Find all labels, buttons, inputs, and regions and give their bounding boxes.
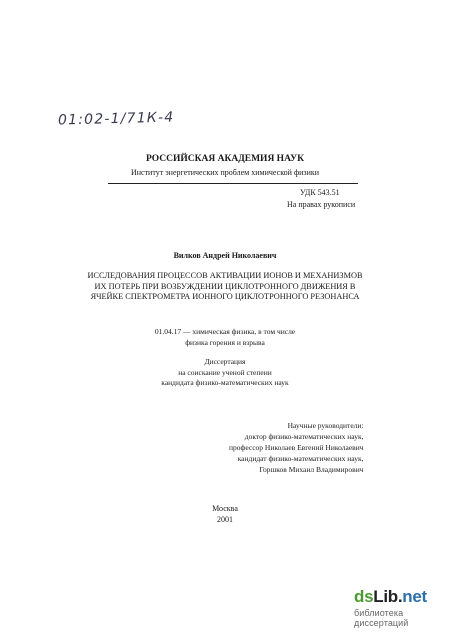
place-and-year <box>0 503 450 525</box>
supervisor-line: профессор Николаев Евгений Николаевич <box>229 443 364 452</box>
specialty-line: физика горения и взрыва <box>185 337 265 347</box>
specialty-line: 01.04.17 — химическая физика, в том числе <box>154 327 296 336</box>
supervisor-line: Горшков Михаил Владимирович <box>259 465 364 474</box>
handwritten-archive-code: 01:02-1/71К-4 <box>57 109 175 129</box>
title-line: ЯЧЕЙКЕ СПЕКТРОМЕТРА ИОННОГО ЦИКЛОТРОННОГО РЕЗОНАНСА <box>90 292 360 301</box>
supervisors-block <box>229 420 364 475</box>
header-divider <box>108 183 358 184</box>
title-line: ИССЛЕДОВАНИЯ ПРОЦЕССОВ АКТИВАЦИИ ИОНОВ И МЕХАНИЗМОВ <box>87 271 363 280</box>
year: 2001 <box>217 515 233 524</box>
specialty-block <box>0 327 450 348</box>
academy-name: РОССИЙСКАЯ АКАДЕМИЯ НАУК <box>146 154 304 164</box>
city: Москва <box>212 504 238 513</box>
degree-line: Диссертация <box>204 357 246 366</box>
degree-line: на соискание ученой степени <box>178 367 272 377</box>
dissertation-degree-block <box>0 357 450 389</box>
dslib-subtitle: библиотека диссертаций <box>354 608 409 628</box>
degree-line: кандидата физико-математических наук <box>161 378 289 387</box>
institute-name: Институт энергетических проблем химической физики <box>130 168 320 177</box>
dslib-logo: dsLib.net <box>354 587 427 606</box>
udk-code: УДК 543.51 <box>300 188 340 197</box>
dissertation-title <box>0 271 450 303</box>
supervisor-line: кандидат физико-математических наук, <box>237 454 364 463</box>
title-line: ИХ ПОТЕРЬ ПРИ ВОЗБУЖДЕНИИ ЦИКЛОТРОННОГО ДВИЖЕНИЯ В <box>94 281 356 291</box>
supervisors-heading: Научные руководители: <box>287 421 364 430</box>
author-name: Вилков Андрей Николаевич <box>173 251 277 260</box>
dslib-watermark[interactable] <box>354 587 450 628</box>
manuscript-rights: На правах рукописи <box>287 200 356 209</box>
supervisor-line: доктор физико-математических наук, <box>244 432 364 441</box>
